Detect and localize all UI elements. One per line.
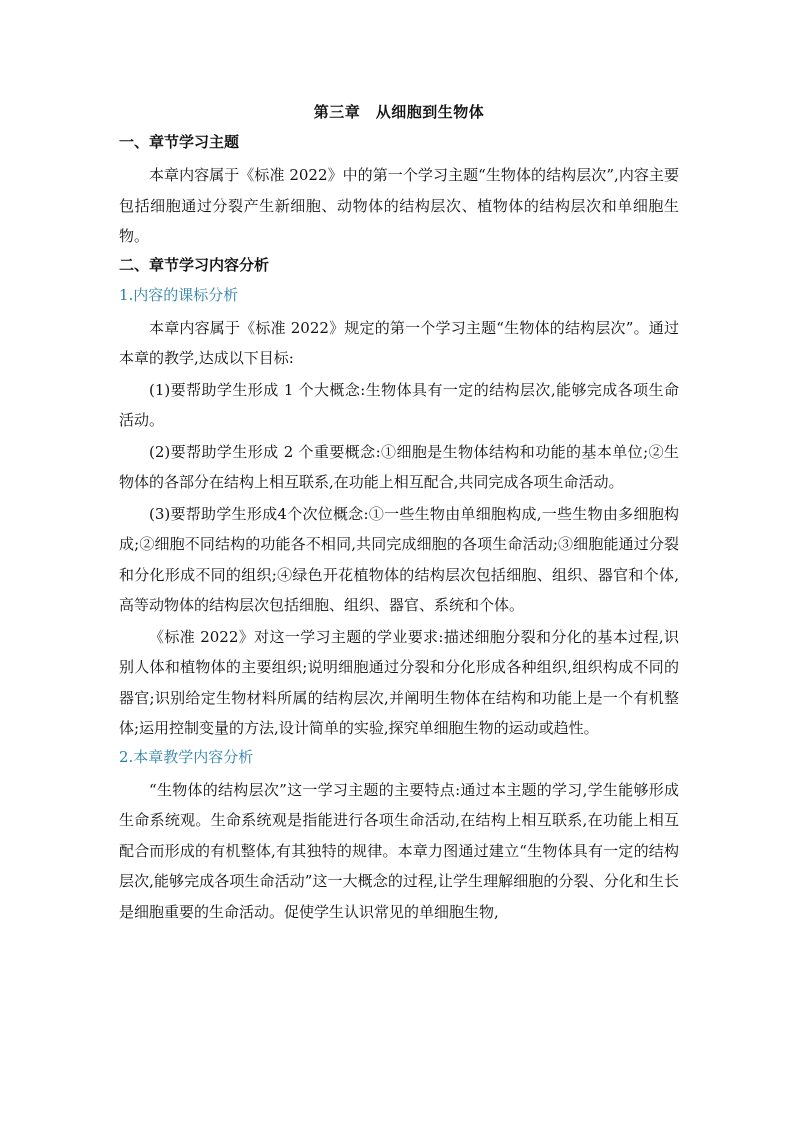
section1-paragraph: 本章内容属于《标准 2022》中的第一个学习主题“生物体的结构层次”,内容主要包括细胞通过分裂产生新细胞、动物体的结构层次、植物体的结构层次和单细胞生物。 [119,166,679,245]
section-heading-learning-theme: 一、章节学习主题 [119,133,240,151]
document-page [119,100,679,927]
subsection-heading-teaching-content-analysis: 2.本章教学内容分析 [119,747,254,766]
curriculum-paragraph-requirements: 《标准 2022》对这一学习主题的学业要求:描述细胞分裂和分化的基本过程,识别人体和植物体的主要组织;说明细胞通过分裂和分化形成各种组织,组织构成不同的器官;识别给定生物材料所属的结构层次,并阐明生物体在结构和功能上是一个有机整体;运用控制变量的方法,设计简单的实验,探究单细胞生物的运动或趋性。 [119,627,679,737]
curriculum-paragraph-goal-3: (3)要帮助学生形成4个次位概念:①一些生物由单细胞构成,一些生物由多细胞构成;②细胞不同结构的功能各不相同,共同完成细胞的各项生命活动;③细胞能通过分裂和分化形成不同的组织;④绿色开花植物体的结构层次包括细胞、组织、器官和个体,高等动物体的结构层次包括细胞、组织、器官、系统和个体。 [119,504,679,614]
teaching-content-paragraph: “生物体的结构层次”这一学习主题的主要特点:通过本主题的学习,学生能够形成生命系统观。生命系统观是指能进行各项生命活动,在结构上相互联系,在功能上相互配合而形成的有机整体,有其独特的规律。本章力图通过建立“生物体具有一定的结构层次,能够完成各项生命活动”这一大概念的过程,让学生理解细胞的分裂、分化和生长是细胞重要的生命活动。促使学生认识常见的单细胞生物, [119,780,679,921]
section-heading-content-analysis: 二、章节学习内容分析 [119,255,270,274]
chapter-title: 第三章 从细胞到生物体 [313,103,485,121]
subsection-heading-curriculum-analysis: 1.内容的课标分析 [119,285,239,304]
curriculum-paragraph-goal-2: (2)要帮助学生形成 2 个重要概念:①细胞是生物体结构和功能的基本单位;②生物体的各部分在结构上相互联系,在功能上相互配合,共同完成各项生命活动。 [119,442,679,491]
curriculum-paragraph-intro: 本章内容属于《标准 2022》规定的第一个学习主题“生物体的结构层次”。通过本章的教学,达成以下目标: [119,318,679,367]
curriculum-paragraph-goal-1: (1)要帮助学生形成 1 个大概念:生物体具有一定的结构层次,能够完成各项生命活动。 [119,380,679,429]
